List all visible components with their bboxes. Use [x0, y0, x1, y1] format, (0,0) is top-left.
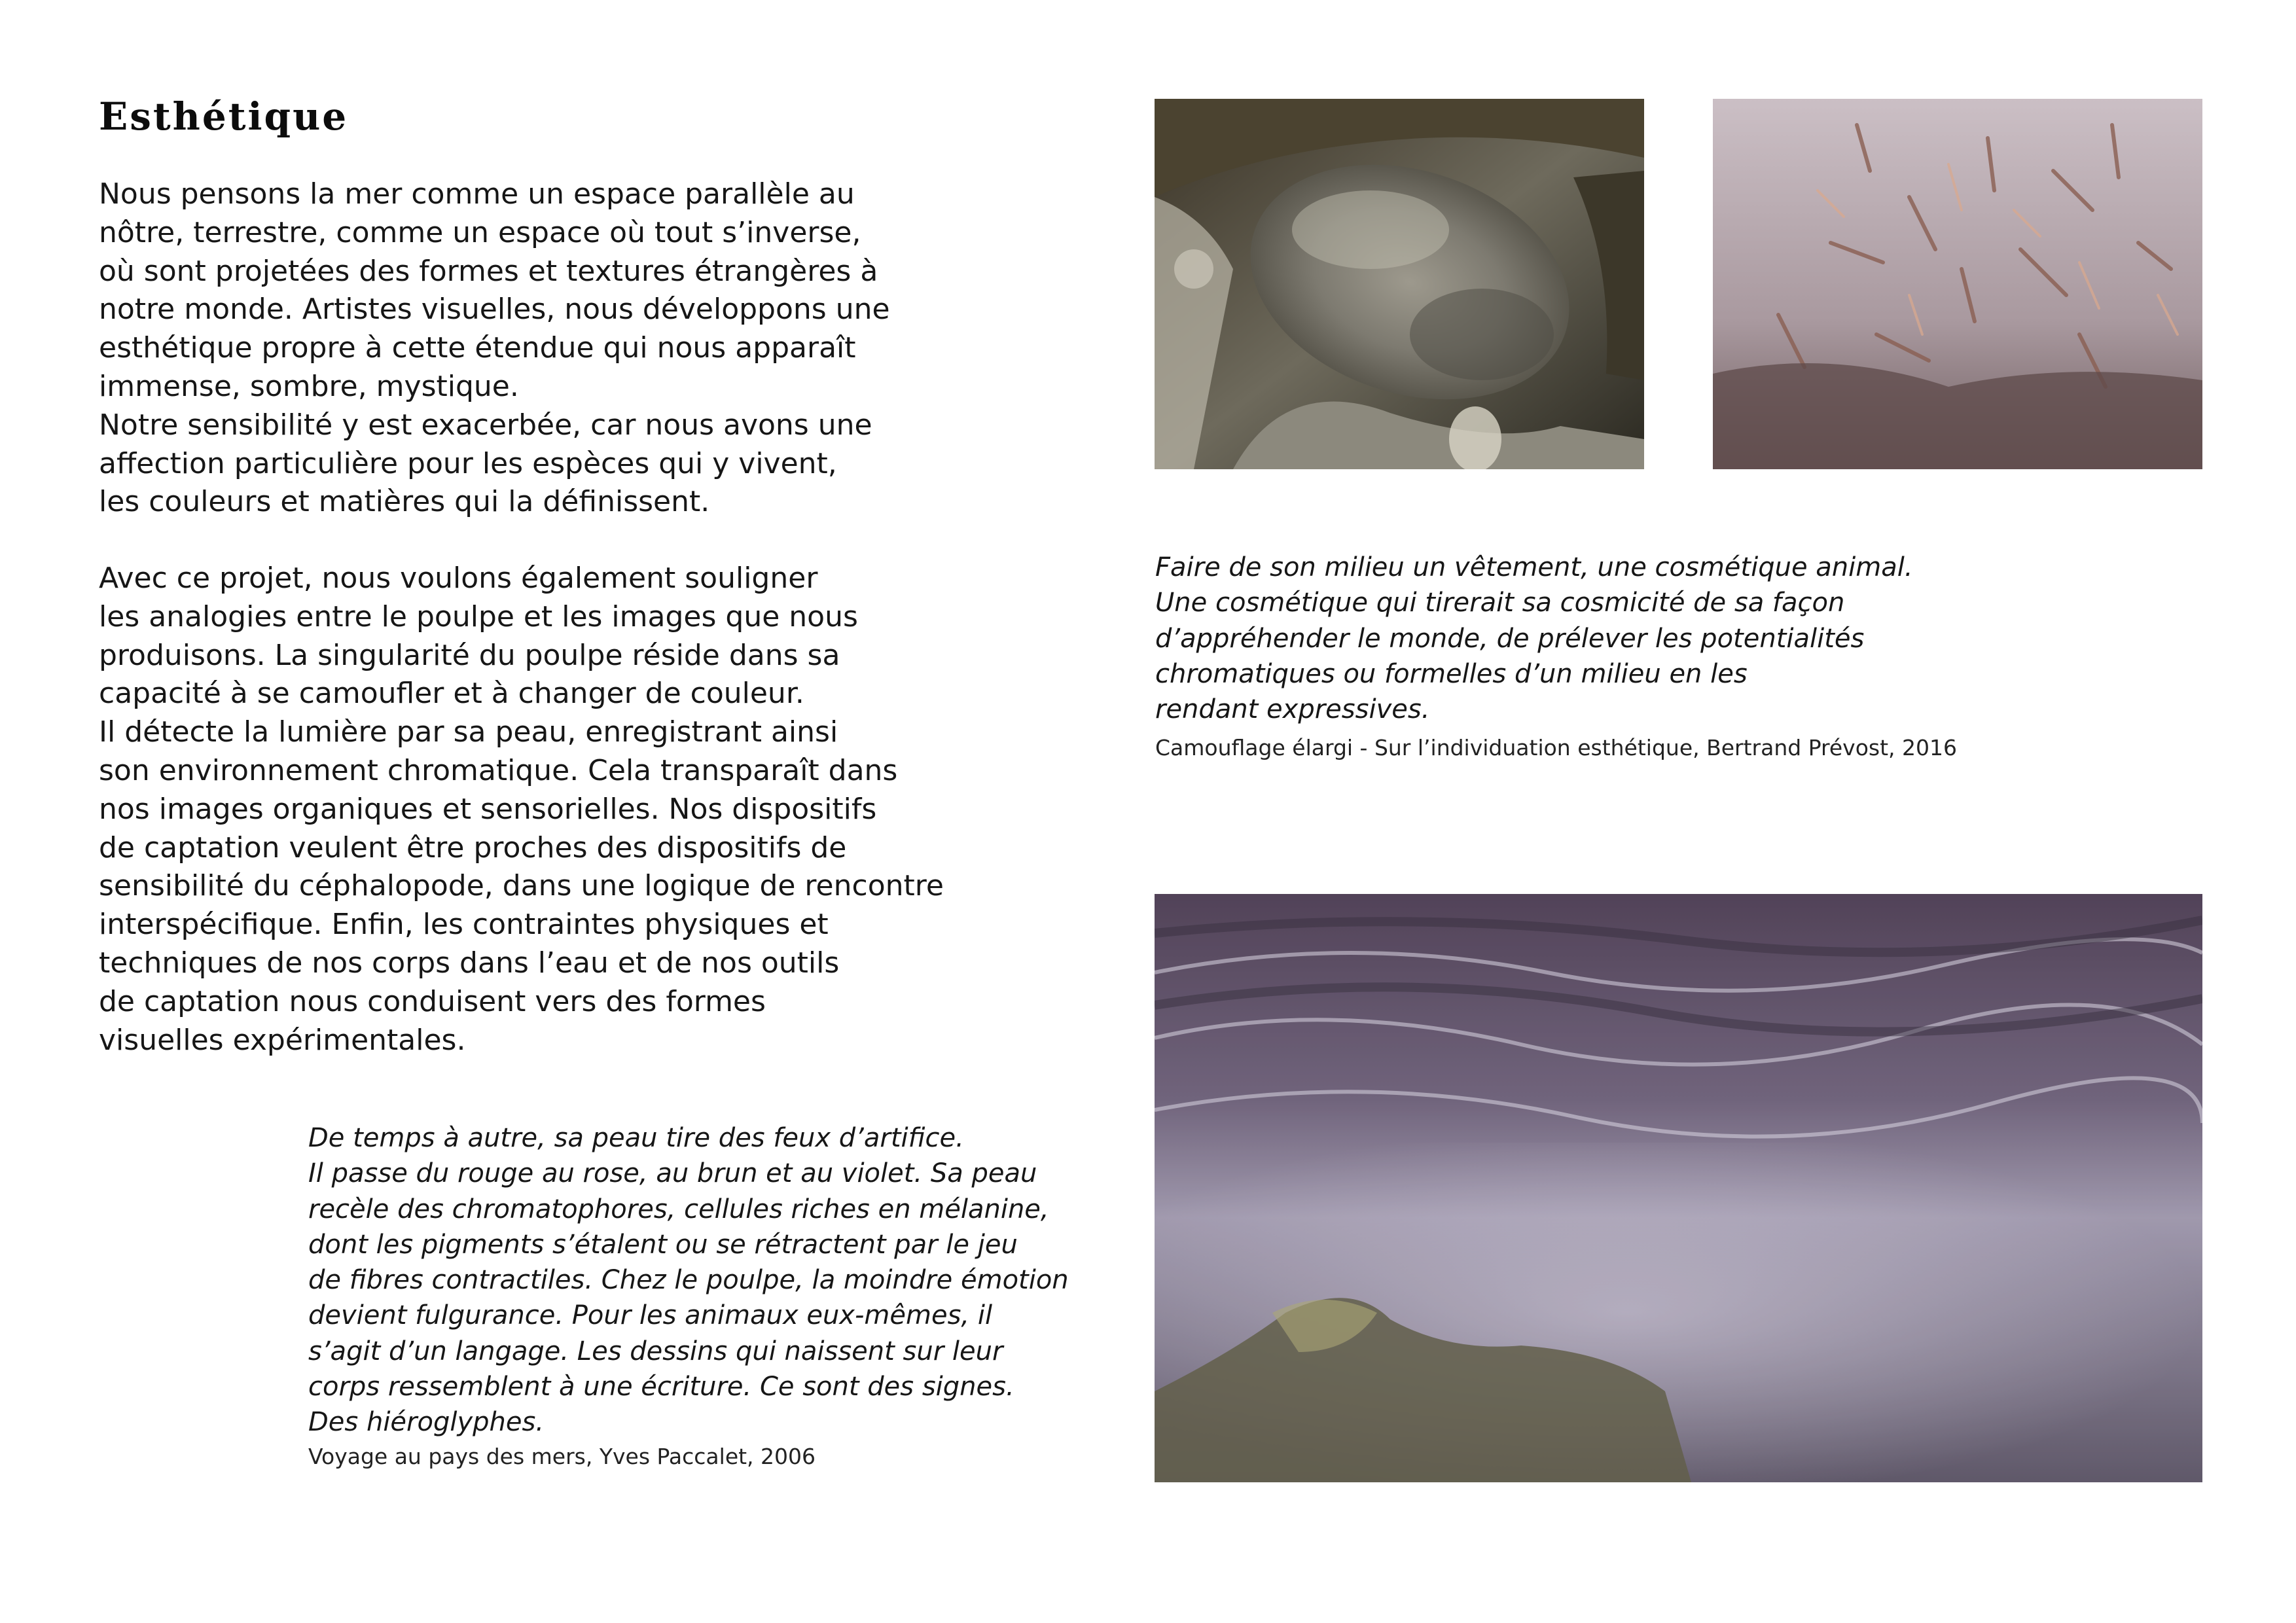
text-line: visuelles expérimentales.: [99, 1023, 466, 1057]
text-line: Il détecte la lumière par sa peau, enregistrant ainsi: [99, 715, 838, 749]
quote-line: recèle des chromatophores, cellules riches en mélanine,: [308, 1194, 1049, 1224]
text-line: nôtre, terrestre, comme un espace où tout s’inverse,: [99, 215, 861, 249]
quote-line: d’appréhender le monde, de prélever les potentialités: [1155, 623, 1865, 654]
text-line: esthétique propre à cette étendue qui nous apparaît: [99, 331, 856, 365]
quote-line: dont les pigments s’étalent ou se rétractent par le jeu: [308, 1229, 1018, 1260]
text-line: son environnement chromatique. Cela transparaît dans: [99, 753, 898, 787]
intro-paragraph: [99, 175, 1081, 522]
debris-photo: [1713, 99, 2202, 469]
text-line: techniques de nos corps dans l’eau et de nos outils: [99, 946, 840, 980]
text-line: sensibilité du céphalopode, dans une logique de rencontre: [99, 869, 944, 903]
quote-line: chromatiques ou formelles d’un milieu en les: [1155, 658, 1748, 689]
text-line: Nous pensons la mer comme un espace parallèle au: [99, 177, 855, 211]
quote-prevost-source: Camouflage élargi - Sur l’individuation esthétique, Bertrand Prévost, 2016: [1155, 735, 1957, 760]
text-line: de captation veulent être proches des dispositifs de: [99, 830, 847, 865]
quote-line: Faire de son milieu un vêtement, une cosmétique animal.: [1155, 552, 1913, 582]
text-line: où sont projetées des formes et textures étrangères à: [99, 254, 878, 288]
cuttlefish-photo: [1155, 99, 1644, 469]
text-line: interspécifique. Enfin, les contraintes physiques et: [99, 908, 829, 942]
text-line: Notre sensibilité y est exacerbée, car nous avons une: [99, 408, 872, 442]
page-title: Esthétique: [99, 94, 349, 139]
text-line: produisons. La singularité du poulpe réside dans sa: [99, 638, 840, 672]
quote-line: Il passe du rouge au rose, au brun et au violet. Sa peau: [308, 1158, 1037, 1189]
quote-line: corps ressemblent à une écriture. Ce sont des signes.: [308, 1372, 1014, 1402]
text-line: notre monde. Artistes visuelles, nous développons une: [99, 293, 890, 327]
text-line: nos images organiques et sensorielles. Nos dispositifs: [99, 792, 877, 826]
text-line: Avec ce projet, nous voulons également souligner: [99, 562, 818, 595]
text-line: immense, sombre, mystique.: [99, 369, 519, 403]
underwater-surface-photo: [1155, 894, 2202, 1482]
quote-paccalet: [308, 1120, 1069, 1440]
text-line: de captation nous conduisent vers des formes: [99, 984, 766, 1018]
project-paragraph: [99, 560, 1081, 1060]
quote-line: De temps à autre, sa peau tire des feux d’artifice.: [308, 1123, 964, 1153]
quote-line: devient fulgurance. Pour les animaux eux-mêmes, il: [308, 1300, 993, 1331]
text-line: affection particulière pour les espèces qui y vivent,: [99, 446, 837, 480]
quote-prevost: [1155, 550, 1913, 727]
quote-paccalet-source: Voyage au pays des mers, Yves Paccalet, 2006: [308, 1444, 816, 1469]
text-line: les analogies entre le poulpe et les images que nous: [99, 599, 858, 633]
text-line: capacité à se camoufler et à changer de couleur.: [99, 677, 804, 711]
quote-line: Une cosmétique qui tirerait sa cosmicité de sa façon: [1155, 588, 1845, 618]
quote-line: s’agit d’un langage. Les dessins qui naissent sur leur: [308, 1336, 1003, 1366]
quote-line: de fibres contractiles. Chez le poulpe, la moindre émotion: [308, 1265, 1069, 1296]
quote-line: Des hiéroglyphes.: [308, 1407, 545, 1438]
quote-line: rendant expressives.: [1155, 694, 1430, 725]
text-line: les couleurs et matières qui la définissent.: [99, 485, 710, 519]
